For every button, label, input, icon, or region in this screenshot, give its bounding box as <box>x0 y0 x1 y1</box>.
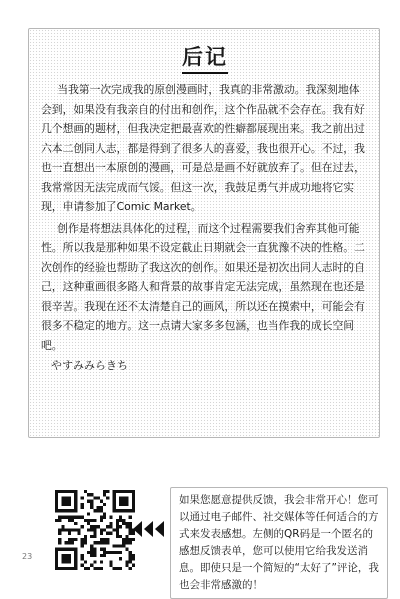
qr-module <box>109 522 112 525</box>
qr-module <box>109 525 112 528</box>
qr-module <box>93 560 96 563</box>
qr-module <box>90 554 93 557</box>
qr-module <box>71 541 74 544</box>
qr-module <box>100 548 103 551</box>
qr-module <box>119 567 122 570</box>
qr-module <box>74 522 77 525</box>
qr-module <box>81 503 84 506</box>
qr-module <box>68 538 71 541</box>
qr-module <box>125 525 128 528</box>
qr-module <box>84 541 87 544</box>
qr-module <box>90 548 93 551</box>
qr-module <box>129 538 132 541</box>
qr-module <box>61 516 64 519</box>
qr-module <box>93 554 96 557</box>
qr-module <box>61 528 64 531</box>
qr-module <box>93 519 96 522</box>
qr-module <box>132 554 135 557</box>
qr-module <box>129 541 132 544</box>
qr-module <box>103 554 106 557</box>
qr-module <box>129 532 132 535</box>
qr-module <box>103 541 106 544</box>
qr-module <box>106 496 109 499</box>
qr-module <box>97 525 100 528</box>
qr-module <box>93 496 96 499</box>
qr-module <box>100 519 103 522</box>
qr-module <box>100 541 103 544</box>
qr-module <box>90 551 93 554</box>
qr-module <box>58 528 61 531</box>
qr-module <box>109 551 112 554</box>
qr-module <box>71 516 74 519</box>
qr-module <box>81 525 84 528</box>
qr-module <box>103 548 106 551</box>
qr-module <box>81 541 84 544</box>
qr-module <box>125 548 128 551</box>
qr-module <box>90 519 93 522</box>
qr-module <box>103 493 106 496</box>
feedback-text: 如果您愿意提供反馈，我会非常开心！您可以通过电子邮件、社交媒体等任何适合的方式来发表感想。左侧的QR码是一个匿名的感想反馈表单，您可以使用它给我发送消息。即使只是一个简短的“太好了”评论，我也会非常感激的！ <box>179 494 379 591</box>
qr-module <box>93 535 96 538</box>
afterword-paragraph: 当我第一次完成我的原创漫画时，我真的非常激动。我深刻地体会到，如果没有我亲自的付出和创作，这个作品就不会存在。我有好几个想画的题材，但我决定把最喜欢的性癖都展现出来。我之前出过六本二创同人志，都是得到了很多人的喜爱，我也很开心。不过，我也一直想出一本原创的漫画，可是总是画不好就放弃了。但在过去，我常常因无法完成而气馁。但这一次，我鼓足勇气并成功地将它实现，申请参加了Comic Market。 <box>41 83 365 213</box>
qr-module <box>81 554 84 557</box>
qr-module <box>125 564 128 567</box>
qr-module <box>106 532 109 535</box>
qr-module <box>106 538 109 541</box>
qr-module <box>100 538 103 541</box>
title-wrap <box>41 41 369 74</box>
qr-module <box>87 493 90 496</box>
qr-module <box>129 551 132 554</box>
qr-module <box>119 535 122 538</box>
qr-module <box>93 541 96 544</box>
qr-module <box>74 538 77 541</box>
qr-module <box>129 522 132 525</box>
qr-module <box>106 490 109 493</box>
qr-module <box>129 525 132 528</box>
qr-module <box>68 532 71 535</box>
qr-module <box>119 544 122 547</box>
qr-module <box>129 560 132 563</box>
qr-module <box>90 544 93 547</box>
qr-module <box>100 532 103 535</box>
qr-module <box>81 496 84 499</box>
qr-module <box>87 522 90 525</box>
qr-module <box>97 509 100 512</box>
qr-module <box>113 567 116 570</box>
qr-module <box>84 535 87 538</box>
qr-module <box>125 522 128 525</box>
qr-module <box>81 557 84 560</box>
qr-module <box>71 519 74 522</box>
qr-module <box>103 490 106 493</box>
qr-module <box>97 567 100 570</box>
qr-module <box>100 528 103 531</box>
qr-module <box>90 500 93 503</box>
qr-module <box>116 535 119 538</box>
qr-module <box>93 528 96 531</box>
qr-module <box>93 548 96 551</box>
qr-module <box>81 564 84 567</box>
qr-module <box>100 560 103 563</box>
feedback-box <box>170 487 388 599</box>
qr-module <box>74 516 77 519</box>
page-number: 23 <box>22 552 33 561</box>
qr-module <box>90 535 93 538</box>
qr-module <box>65 516 68 519</box>
qr-module <box>84 538 87 541</box>
qr-module <box>71 538 74 541</box>
qr-module <box>87 528 90 531</box>
qr-module <box>93 532 96 535</box>
qr-module <box>61 525 64 528</box>
qr-module <box>65 528 68 531</box>
qr-module <box>90 503 93 506</box>
qr-module <box>58 519 61 522</box>
qr-module <box>81 538 84 541</box>
qr-module <box>113 551 116 554</box>
qr-module <box>58 538 61 541</box>
qr-module <box>81 516 84 519</box>
qr-module <box>87 512 90 515</box>
qr-module <box>129 567 132 570</box>
qr-module <box>93 567 96 570</box>
qr-module <box>132 564 135 567</box>
qr-module <box>116 519 119 522</box>
qr-module <box>125 541 128 544</box>
qr-module <box>97 541 100 544</box>
qr-module <box>116 544 119 547</box>
qr-module <box>103 512 106 515</box>
qr-module <box>122 541 125 544</box>
qr-module <box>103 528 106 531</box>
qr-module <box>100 516 103 519</box>
qr-module <box>77 528 80 531</box>
qr-module <box>68 519 71 522</box>
qr-module <box>58 532 61 535</box>
qr-module <box>100 567 103 570</box>
qr-module <box>100 509 103 512</box>
qr-module <box>90 493 93 496</box>
qr-module <box>132 538 135 541</box>
qr-module <box>103 538 106 541</box>
qr-module <box>68 541 71 544</box>
afterword-paragraph: 创作是将想法具体化的过程，而这个过程需要我们舍弃其他可能性。所以我是那种如果不设定截止日期就会一直犹豫不决的性格。二次创作的经验也帮助了我这次的创作。如果还是初次出同人志时的自己，这种重画很多路人和背景的故事肯定无法完成，虽然现在也还是很辛苦。我现在还不太清楚自己的画风，所以还在摸索中，可能会有很多不稳定的地方。这一点请大家多多包涵，也当作我的成长空间吧。 <box>41 221 365 352</box>
qr-module <box>103 516 106 519</box>
qr-module <box>109 560 112 563</box>
qr-module <box>122 519 125 522</box>
author-signature: やすみみらきち <box>51 359 128 372</box>
qr-module <box>93 509 96 512</box>
qr-module <box>90 528 93 531</box>
qr-module <box>103 503 106 506</box>
qr-module <box>87 551 90 554</box>
qr-module <box>129 528 132 531</box>
qr-module <box>100 554 103 557</box>
afterword-box <box>28 28 380 438</box>
qr-module <box>116 532 119 535</box>
qr-module <box>68 516 71 519</box>
qr-module <box>113 544 116 547</box>
qr-module <box>81 506 84 509</box>
qr-module <box>74 528 77 531</box>
qr-module <box>97 506 100 509</box>
qr-module <box>100 506 103 509</box>
qr-module <box>129 516 132 519</box>
qr-module <box>119 557 122 560</box>
qr-module <box>87 567 90 570</box>
qr-module <box>119 525 122 528</box>
qr-module <box>122 538 125 541</box>
qr-module <box>116 567 119 570</box>
qr-module <box>81 544 84 547</box>
qr-module <box>84 490 87 493</box>
qr-module <box>109 516 112 519</box>
qr-module <box>58 516 61 519</box>
qr-module <box>55 519 58 522</box>
qr-module <box>129 557 132 560</box>
qr-module <box>106 551 109 554</box>
qr-module <box>90 506 93 509</box>
qr-module <box>132 557 135 560</box>
qr-module <box>84 560 87 563</box>
qr-module <box>90 525 93 528</box>
qr-module <box>119 519 122 522</box>
qr-module <box>84 567 87 570</box>
qr-module <box>87 500 90 503</box>
qr-module <box>68 528 71 531</box>
qr-module <box>93 525 96 528</box>
qr-module <box>77 516 80 519</box>
qr-module <box>116 522 119 525</box>
qr-module <box>58 541 61 544</box>
qr-module <box>129 554 132 557</box>
qr-module <box>103 551 106 554</box>
qr-module <box>106 525 109 528</box>
qr-module <box>84 519 87 522</box>
afterword-title: 后记 <box>182 41 228 74</box>
qr-module <box>116 528 119 531</box>
qr-code-icon[interactable] <box>55 490 135 570</box>
qr-module <box>71 528 74 531</box>
qr-module <box>100 500 103 503</box>
qr-module <box>125 535 128 538</box>
qr-module <box>122 544 125 547</box>
qr-module <box>93 551 96 554</box>
qr-module <box>77 532 80 535</box>
qr-module <box>122 522 125 525</box>
qr-module <box>119 516 122 519</box>
qr-module <box>113 528 116 531</box>
qr-module <box>97 496 100 499</box>
qr-module <box>87 519 90 522</box>
arrow-left-icon <box>133 520 165 538</box>
qr-module <box>116 551 119 554</box>
qr-module <box>119 551 122 554</box>
qr-module <box>90 564 93 567</box>
qr-module <box>109 564 112 567</box>
qr-module <box>125 538 128 541</box>
qr-module <box>116 525 119 528</box>
qr-module <box>109 532 112 535</box>
qr-module <box>125 560 128 563</box>
qr-module <box>106 541 109 544</box>
qr-module <box>65 541 68 544</box>
